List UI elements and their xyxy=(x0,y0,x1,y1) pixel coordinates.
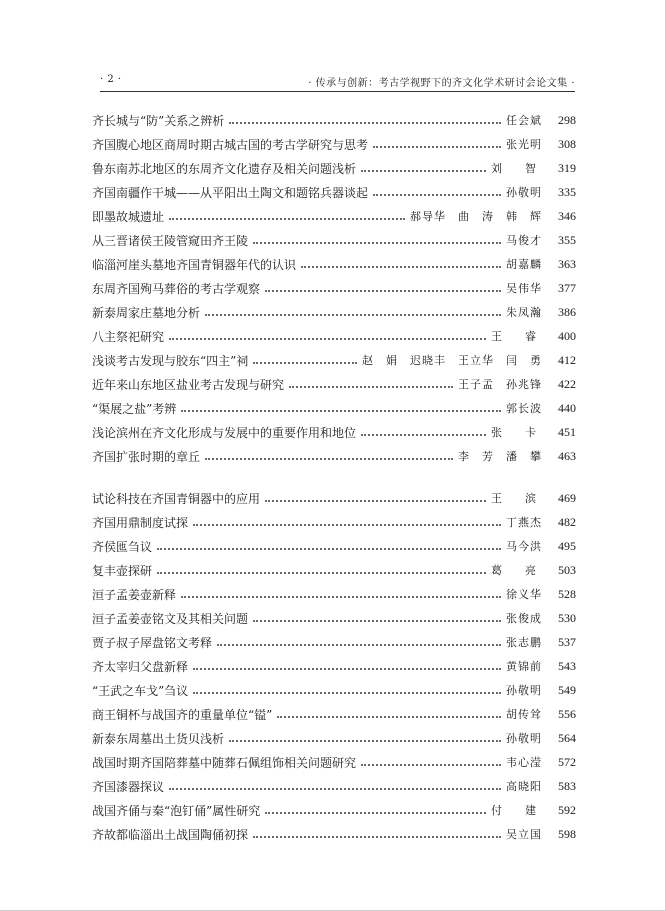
dot-leader xyxy=(265,499,486,502)
entry-page-number: 412 xyxy=(558,352,576,367)
entry-page-number: 422 xyxy=(558,376,576,391)
entry-page-number: 564 xyxy=(558,730,576,745)
toc-entry[interactable] xyxy=(92,822,576,846)
entry-title: 齐国腹心地区商周时期古城古国的考古学研究与思考 xyxy=(92,137,369,152)
dot-leader xyxy=(193,691,501,694)
entry-author: 葛 亮 xyxy=(491,564,542,577)
dot-leader xyxy=(205,457,453,460)
entry-title: 洹子孟姜壶新释 xyxy=(92,587,177,602)
dot-leader xyxy=(229,739,501,742)
dot-leader xyxy=(157,547,501,550)
entry-page-number: 346 xyxy=(558,208,576,223)
entry-page-number: 355 xyxy=(558,232,576,247)
entry-author: 刘 智 xyxy=(491,162,542,175)
dot-leader xyxy=(253,361,357,364)
entry-author: 孙敬明 xyxy=(506,186,542,199)
dot-leader xyxy=(181,409,501,412)
entry-title: 商王铜杯与战国齐的重量单位“镒” xyxy=(92,707,273,722)
entry-title: “渠展之盐”考辨 xyxy=(92,401,177,416)
entry-title: 试论科技在齐国青铜器中的应用 xyxy=(92,491,261,506)
toc-entry[interactable] xyxy=(92,750,576,774)
page-number: · 2 · xyxy=(100,74,122,85)
toc-entry[interactable] xyxy=(92,630,576,654)
entry-title: 复丰壶探研 xyxy=(92,563,153,578)
entry-page-number: 583 xyxy=(558,778,576,793)
entry-author: 孙敬明 xyxy=(506,732,542,745)
toc-section-2 xyxy=(92,486,576,846)
entry-author: 高晓阳 xyxy=(506,780,542,793)
dot-leader xyxy=(217,643,501,646)
entry-title: 东周齐国殉马葬俗的考古学观察 xyxy=(92,281,261,296)
entry-page-number: 335 xyxy=(558,184,576,199)
entry-author: 吴立国 xyxy=(506,828,542,841)
toc-entry[interactable] xyxy=(92,654,576,678)
dot-leader xyxy=(157,571,486,574)
entry-page-number: 308 xyxy=(558,136,576,151)
entry-page-number: 463 xyxy=(558,448,576,463)
entry-page-number: 440 xyxy=(558,400,576,415)
entry-author: 丁燕杰 xyxy=(506,516,542,529)
toc-section-1 xyxy=(92,108,576,468)
dot-leader xyxy=(361,433,486,436)
entry-author: 孙敬明 xyxy=(506,684,542,697)
toc-entry[interactable] xyxy=(92,558,576,582)
entry-author: 徐义华 xyxy=(506,588,542,601)
entry-title: 鲁东南苏北地区的东周齐文化遗存及相关问题浅析 xyxy=(92,161,357,176)
entry-author: 马今洪 xyxy=(506,540,542,553)
entry-author: 马俊才 xyxy=(506,234,542,247)
entry-title: 浅论滨州在齐文化形成与发展中的重要作用和地位 xyxy=(92,425,357,440)
entry-author: 王 睿 xyxy=(491,330,542,343)
toc-entry[interactable] xyxy=(92,774,576,798)
entry-page-number: 572 xyxy=(558,754,576,769)
entry-author: 李 芳 潘 攀 xyxy=(458,450,542,463)
toc-entry[interactable] xyxy=(92,582,576,606)
entry-author: 郝导华 曲 涛 韩 辉 xyxy=(410,210,542,223)
toc-entry[interactable] xyxy=(92,180,576,204)
dot-leader xyxy=(181,595,501,598)
entry-title: 齐国漆器探议 xyxy=(92,779,165,794)
entry-page-number: 530 xyxy=(558,610,576,625)
toc-entry[interactable] xyxy=(92,204,576,228)
dot-leader xyxy=(277,715,501,718)
entry-page-number: 451 xyxy=(558,424,576,439)
toc-entry[interactable] xyxy=(92,444,576,468)
toc-entry[interactable] xyxy=(92,606,576,630)
entry-title: 新泰东周墓出土货贝浅析 xyxy=(92,731,225,746)
running-header xyxy=(100,72,575,90)
entry-title: 齐长城与“防”关系之辨析 xyxy=(92,113,225,128)
toc-entry[interactable] xyxy=(92,726,576,750)
dot-leader xyxy=(361,763,501,766)
toc-entry[interactable] xyxy=(92,702,576,726)
entry-page-number: 482 xyxy=(558,514,576,529)
entry-title: 新泰周家庄墓地分析 xyxy=(92,305,201,320)
dot-leader xyxy=(229,121,501,124)
entry-title: “王武之车戈”刍议 xyxy=(92,683,189,698)
entry-page-number: 528 xyxy=(558,586,576,601)
dot-leader xyxy=(301,265,501,268)
toc-entry[interactable] xyxy=(92,372,576,396)
entry-title: 贾子叔子屖盘铭文考释 xyxy=(92,635,213,650)
entry-title: 战国时期齐国陪葬墓中随葬石佩组饰相关问题研究 xyxy=(92,755,357,770)
dot-leader xyxy=(253,241,501,244)
toc-entry[interactable] xyxy=(92,228,576,252)
entry-author: 吴伟华 xyxy=(506,282,542,295)
dot-leader xyxy=(373,193,501,196)
entry-title: 浅谈考古发现与胶东“四主”祠 xyxy=(92,353,249,368)
entry-page-number: 469 xyxy=(558,490,576,505)
dot-leader xyxy=(289,385,453,388)
dot-leader xyxy=(205,313,501,316)
entry-page-number: 363 xyxy=(558,256,576,271)
entry-title: 即墨故城遗址 xyxy=(92,209,165,224)
entry-author: 王 滨 xyxy=(491,492,542,505)
entry-page-number: 543 xyxy=(558,658,576,673)
toc-entry[interactable] xyxy=(92,300,576,324)
toc-entry[interactable] xyxy=(92,798,576,822)
entry-title: 齐国南疆作干城——从平阳出土陶文和题铭兵器谈起 xyxy=(92,185,369,200)
entry-title: 从三晋诸侯王陵管窥田齐王陵 xyxy=(92,233,249,248)
dot-leader xyxy=(265,289,501,292)
toc-entry[interactable] xyxy=(92,534,576,558)
entry-author: 郭长波 xyxy=(506,402,542,415)
entry-page-number: 495 xyxy=(558,538,576,553)
entry-page-number: 319 xyxy=(558,160,576,175)
entry-page-number: 298 xyxy=(558,112,576,127)
dot-leader xyxy=(253,835,501,838)
entry-author: 胡嘉麟 xyxy=(506,258,542,271)
entry-title: 八主祭祀研究 xyxy=(92,329,165,344)
entry-title: 战国齐俑与秦“泡钉俑”属性研究 xyxy=(92,803,261,818)
toc-entry[interactable] xyxy=(92,486,576,510)
entry-author: 张俊成 xyxy=(506,612,542,625)
toc-entry[interactable] xyxy=(92,396,576,420)
dot-leader xyxy=(169,217,405,220)
entry-author: 任会斌 xyxy=(506,114,542,127)
entry-title: 齐太宰归父盘新释 xyxy=(92,659,189,674)
toc-entry[interactable] xyxy=(92,510,576,534)
book-title: · 传承与创新：考古学视野下的齐文化学术研讨会论文集 · xyxy=(308,78,575,89)
entry-page-number: 400 xyxy=(558,328,576,343)
dot-leader xyxy=(169,337,486,340)
dot-leader xyxy=(373,145,501,148)
header-rule xyxy=(100,91,575,92)
dot-leader xyxy=(361,169,486,172)
dot-leader xyxy=(193,667,501,670)
entry-page-number: 377 xyxy=(558,280,576,295)
entry-author: 张 卡 xyxy=(491,426,542,439)
toc-entry[interactable] xyxy=(92,252,576,276)
entry-title: 齐侯匜刍议 xyxy=(92,539,153,554)
entry-author: 张志鹏 xyxy=(506,636,542,649)
entry-page-number: 598 xyxy=(558,826,576,841)
toc-entry[interactable] xyxy=(92,324,576,348)
entry-page-number: 386 xyxy=(558,304,576,319)
entry-author: 韦心滢 xyxy=(506,756,542,769)
toc-entry[interactable] xyxy=(92,108,576,132)
entry-page-number: 537 xyxy=(558,634,576,649)
entry-author: 张光明 xyxy=(506,138,542,151)
toc-entry[interactable] xyxy=(92,420,576,444)
entry-author: 王子孟 孙兆锋 xyxy=(458,378,542,391)
toc-entry[interactable] xyxy=(92,348,576,372)
entry-author: 胡传耸 xyxy=(506,708,542,721)
entry-title: 齐国扩张时期的章丘 xyxy=(92,449,201,464)
entry-title: 近年来山东地区盐业考古发现与研究 xyxy=(92,377,285,392)
entry-author: 赵 娟 迟晓丰 王立华 闫 勇 xyxy=(362,354,542,367)
entry-page-number: 556 xyxy=(558,706,576,721)
dot-leader xyxy=(169,787,501,790)
dot-leader xyxy=(193,523,501,526)
entry-author: 付 建 xyxy=(491,804,542,817)
dot-leader xyxy=(253,619,501,622)
toc-entry[interactable] xyxy=(92,156,576,180)
entry-page-number: 592 xyxy=(558,802,576,817)
toc-entry[interactable] xyxy=(92,132,576,156)
entry-title: 临淄河崖头墓地齐国青铜器年代的认识 xyxy=(92,257,297,272)
entry-author: 黄锦前 xyxy=(506,660,542,673)
entry-page-number: 549 xyxy=(558,682,576,697)
toc-entry[interactable] xyxy=(92,276,576,300)
toc-entry[interactable] xyxy=(92,678,576,702)
entry-author: 朱凤瀚 xyxy=(506,306,542,319)
dot-leader xyxy=(265,811,486,814)
entry-page-number: 503 xyxy=(558,562,576,577)
entry-title: 洹子孟姜壶铭文及其相关问题 xyxy=(92,611,249,626)
entry-title: 齐国用鼎制度试探 xyxy=(92,515,189,530)
entry-title: 齐故都临淄出土战国陶俑初探 xyxy=(92,827,249,842)
